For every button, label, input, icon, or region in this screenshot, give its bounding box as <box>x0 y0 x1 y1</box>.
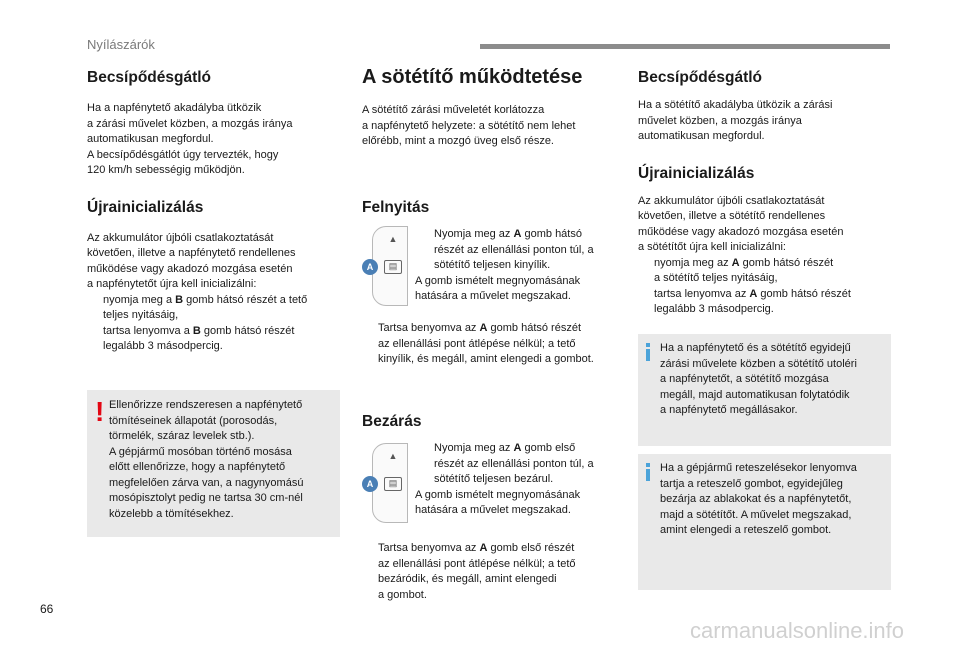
info-text-2: Ha a gépjármű reteszelésekor lenyomva tartja a reteszelő gombot, egyidejűleg bezárja az ablakokat és a napfénytetőt, majd a sötétítőt. A művelet megszakad, amint elengedi a reteszelő gombot. <box>660 462 857 536</box>
bullet-icon <box>362 541 378 603</box>
right-para-anti-pinch: Ha a sötétítő akadályba ütközik a zárási művelet közben, a mozgás iránya automatikusan megfordul. <box>638 99 833 142</box>
heading-close: Bezárás <box>362 413 422 430</box>
left-heading-reinit: Újrainicializálás <box>87 198 204 216</box>
info-box-1 <box>638 334 891 446</box>
chevron-up-icon: ▲ <box>388 451 398 461</box>
right-bullet-1: nyomja meg az A gomb hátsó részét a sötétítő teljes nyitásáig, <box>638 256 892 287</box>
button-a-badge: A <box>362 476 378 492</box>
sunroof-button-icon: ▤ <box>384 260 402 274</box>
warning-text: Ellenőrizze rendszeresen a napfénytető tömítéseinek állapotát (porosodás, törmelék, száraz levelek stb.). A gépjármű mosóban történő mosása előtt ellenőrizze, hogy a napfénytető megfelelően zárva van, a nagynyomású mosópisztolyt pedig ne tartsa 30 cm-nél közelebb a tömítésekhez. <box>109 399 304 520</box>
warning-icon: ! <box>95 396 105 427</box>
control-diagram-open <box>362 226 412 308</box>
watermark: carmanualsonline.info <box>690 618 905 643</box>
right-bullet-2: tartsa lenyomva az A gomb hátsó részét legalább 3 másodpercig. <box>638 287 892 318</box>
info-bar <box>646 469 650 481</box>
right-para-reinit: Az akkumulátor újbóli csatlakoztatását követően, illetve a sötétítő rendellenes működése vagy akadozó mozgása esetén a sötétítőt újra kell inicializálni: <box>638 194 844 253</box>
header-divider <box>480 44 890 49</box>
left-heading-anti-pinch: Becsípődésgátló <box>87 69 212 86</box>
close-text: Nyomja meg az A gomb első részét az ellenállási ponton túl, a sötétítő teljesen bezárul. A gomb ismételt megnyomásának hatására a művelet megszakad. <box>415 442 594 516</box>
control-diagram-close <box>362 443 412 525</box>
right-heading-anti-pinch: Becsípődésgátló <box>638 69 763 86</box>
close-bullet-hold: Tartsa benyomva az A gomb első részét az ellenállási pont átlépése nélkül; a tető bezáródik, és megáll, amint elengedi a gombot. <box>362 541 622 603</box>
left-bullet-1: nyomja meg a B gomb hátsó részét a tető teljes nyitásáig, <box>87 293 337 324</box>
info-text-1: Ha a napfénytető és a sötétítő egyidejű zárási művelete közben a sötétítő utoléri a napfénytetőt, a sötétítő mozgása megáll, majd automatikusan folytatódik a napfénytető megállásakor. <box>660 342 857 416</box>
left-para-anti-pinch: Ha a napfénytető akadályba ütközik a zárási művelet közben, a mozgás iránya automatikusan megfordul. A becsípődésgátlót úgy tervezték, hogy 120 km/h sebességig működjön. <box>87 102 293 176</box>
left-bullet-2: tartsa lenyomva a B gomb hátsó részét legalább 3 másodpercig. <box>87 324 337 355</box>
bullet-icon <box>638 287 654 318</box>
section-title: Nyílászárók <box>87 37 155 52</box>
bullet-icon <box>87 324 103 355</box>
page-title: A sötétítő működtetése <box>362 66 583 88</box>
info-box-2 <box>638 454 891 590</box>
bullet-icon <box>87 293 103 324</box>
button-a-badge: A <box>362 259 378 275</box>
bullet-icon <box>418 227 434 274</box>
open-text: Nyomja meg az A gomb hátsó részét az ellenállási ponton túl, a sötétítő teljesen kinyílik. A gomb ismételt megnyomásának hatására a művelet megszakad. <box>415 228 594 302</box>
middle-column <box>362 64 620 150</box>
page-number: 66 <box>40 602 54 616</box>
left-column <box>87 64 337 355</box>
info-icon <box>646 343 650 347</box>
bullet-icon <box>638 256 654 287</box>
open-bullet-hold: Tartsa benyomva az A gomb hátsó részét az ellenállási pont átlépése nélkül; a tető kinyílik, és megáll, amint elengedi a gombot. <box>362 321 622 368</box>
left-para-reinit: Az akkumulátor újbóli csatlakoztatását követően, illetve a napfénytető rendellenes működése vagy akadozó mozgása esetén a napfénytetőt újra kell inicializálni: <box>87 231 296 290</box>
info-bar <box>646 349 650 361</box>
chevron-up-icon: ▲ <box>388 234 398 244</box>
heading-open: Felnyitás <box>362 199 430 216</box>
sunroof-button-icon: ▤ <box>384 477 402 491</box>
bullet-icon <box>362 321 378 368</box>
warning-box <box>87 390 340 537</box>
mid-intro: A sötétítő zárási műveletét korlátozza a napfénytető helyzete: a sötétítő nem lehet előrébb, mint a mozgó üveg első része. <box>362 104 576 147</box>
right-heading-reinit: Újrainicializálás <box>638 164 755 182</box>
info-icon <box>646 463 650 467</box>
bullet-icon <box>418 441 434 488</box>
right-column <box>638 64 892 318</box>
